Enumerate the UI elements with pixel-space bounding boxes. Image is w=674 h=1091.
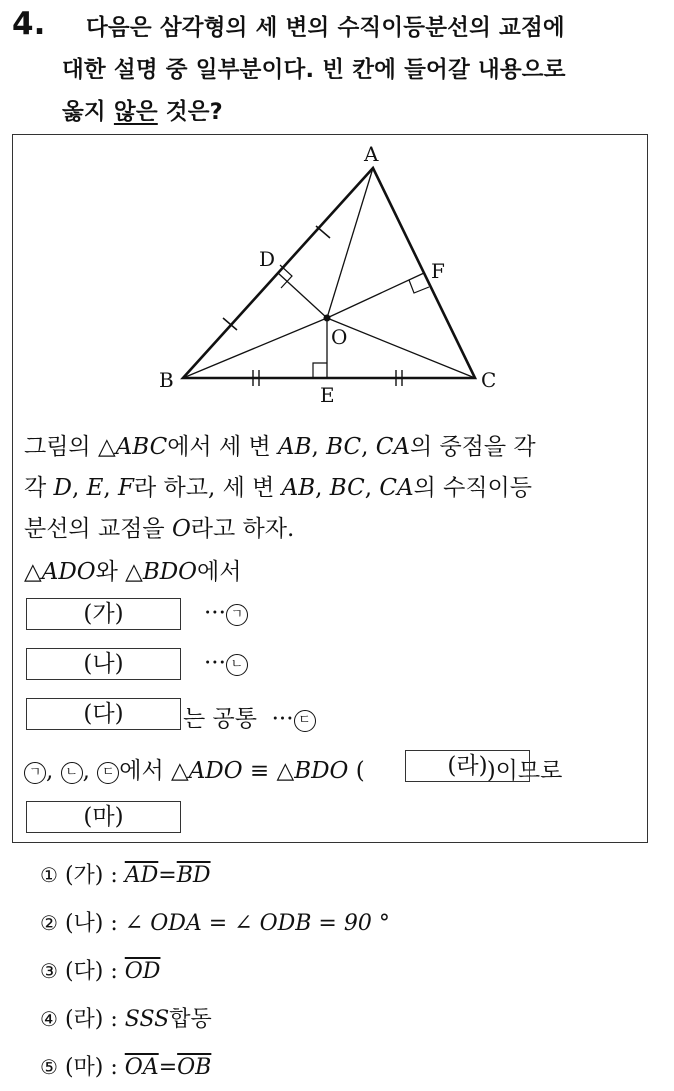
math-bc: BC (326, 434, 362, 460)
body-text: , (315, 475, 330, 501)
segment-bd: $\overline{BD}$ (176, 863, 211, 888)
math-ca: CA (375, 434, 410, 460)
question-number: 4. (12, 6, 46, 42)
math-ca: CA (379, 475, 414, 501)
segment-ao (327, 168, 373, 318)
blank-da: (다) (26, 698, 181, 730)
math-d: D (53, 475, 72, 501)
option-number: ③ (40, 959, 58, 983)
body-text: , (103, 475, 119, 501)
body-text: 의 수직이등 (413, 475, 532, 501)
math-ab: AB (281, 475, 316, 501)
label-a: A (364, 142, 379, 166)
label-c: C (481, 368, 497, 392)
equals: = (158, 863, 177, 888)
triangle-figure (150, 140, 530, 410)
dots: ··· (204, 650, 226, 676)
question-emphasis: 않은 (113, 99, 158, 125)
segment-do (278, 273, 327, 318)
body-text: , (364, 475, 380, 501)
option-number: ② (40, 911, 58, 935)
circled-giyeok: ㄱ (226, 604, 248, 626)
body-text: , (361, 434, 376, 460)
body-text: 분선의 교점을 (24, 516, 172, 542)
label-b: B (159, 368, 174, 392)
sep: , (82, 758, 98, 784)
math-abc: ABC (115, 434, 168, 460)
question-line-2: 대한 설명 중 일부분이다. 빈 칸에 들어갈 내용으로 (62, 57, 566, 83)
segment-oa: $\overline{OA}$ (124, 1055, 159, 1080)
body-text: 와 △ (95, 559, 143, 585)
sep: , (46, 758, 61, 784)
mark-row-1 (204, 600, 248, 626)
body-text: 에서 (197, 559, 242, 585)
body-text: 라고 하자. (190, 516, 295, 542)
math-o: O (171, 516, 191, 542)
right-angle-f (409, 280, 429, 293)
body-text: △ (24, 559, 42, 585)
conclusion-text: )이므로 (486, 758, 563, 784)
paren-open: ( (348, 758, 365, 784)
dots: ··· (271, 706, 294, 732)
option-label: (가) : (64, 863, 125, 888)
body-text: , (311, 434, 327, 460)
math-bdo: BDO (294, 758, 349, 784)
segment-fo (327, 273, 424, 318)
body-text: 의 중점을 각 (409, 434, 536, 460)
mark-row-2 (204, 650, 248, 676)
mark-row-3 (183, 700, 316, 733)
label-o: O (331, 325, 348, 349)
blank-ga: (가) (26, 598, 181, 630)
question-text: 옳지 (62, 99, 114, 125)
question-line-3 (62, 94, 223, 126)
circled-nieun: ㄴ (61, 762, 83, 784)
blank-na: (나) (26, 648, 181, 680)
segment-od: $\overline{OD}$ (124, 959, 161, 984)
math-ado: ADO (188, 758, 243, 784)
label-f: F (431, 259, 445, 283)
blank-ma: (마) (26, 801, 181, 833)
body-text: 라 하고, 세 변 (134, 475, 282, 501)
circled-giyeok: ㄱ (24, 762, 46, 784)
body-text: 그림의 △ (24, 434, 116, 460)
angle-statement: ∠ ODA = ∠ ODB = 90 ° (124, 911, 390, 936)
right-angle-e (313, 363, 327, 378)
body-line-2 (24, 469, 532, 502)
segment-co (327, 318, 475, 378)
congruent-sign: ≡ △ (242, 758, 295, 784)
body-line-4 (24, 553, 241, 586)
segment-ob: $\overline{OB}$ (177, 1055, 212, 1080)
option-number: ① (40, 863, 58, 887)
dots: ··· (204, 600, 226, 626)
math-ab: AB (278, 434, 312, 460)
equals: = (158, 1055, 178, 1080)
label-e: E (320, 383, 335, 407)
option-5[interactable] (40, 1050, 211, 1081)
option-2[interactable] (40, 906, 390, 937)
option-label: (다) : (64, 959, 125, 984)
option-1[interactable] (40, 858, 211, 889)
math-f: F (118, 475, 134, 501)
sss: SSS (124, 1007, 170, 1032)
common-text: 는 공통 (183, 706, 257, 732)
option-3[interactable] (40, 954, 160, 985)
blank-ra: (라) (405, 750, 530, 782)
body-text: 에서 세 변 (167, 434, 279, 460)
body-text: 각 (24, 475, 54, 501)
circled-digeut: ㄷ (97, 762, 119, 784)
option-label: (나) : (64, 911, 125, 936)
option-number: ⑤ (40, 1055, 58, 1079)
option-4[interactable] (40, 1002, 212, 1033)
tick-ad (316, 226, 330, 238)
body-line-1 (24, 428, 536, 461)
math-e: E (86, 475, 104, 501)
circled-nieun: ㄴ (226, 654, 248, 676)
math-bc: BC (329, 475, 365, 501)
segment-ad: $\overline{AD}$ (124, 863, 159, 888)
question-text: 것은? (157, 99, 223, 125)
option-label: (마) : (64, 1055, 125, 1080)
math-bdo: BDO (142, 559, 198, 585)
congruence-text: 합동 (169, 1007, 212, 1032)
option-label: (라) : (64, 1007, 125, 1032)
circled-digeut: ㄷ (294, 710, 316, 732)
point-o (324, 315, 331, 322)
question-line-1: 다음은 삼각형의 세 변의 수직이등분선의 교점에 (86, 15, 565, 41)
body-line-3 (24, 510, 294, 543)
label-d: D (259, 247, 276, 271)
body-text: , (71, 475, 87, 501)
option-number: ④ (40, 1007, 58, 1031)
math-ado: ADO (41, 559, 96, 585)
conclusion-text: 에서 △ (119, 758, 189, 784)
segment-bo (183, 318, 327, 378)
